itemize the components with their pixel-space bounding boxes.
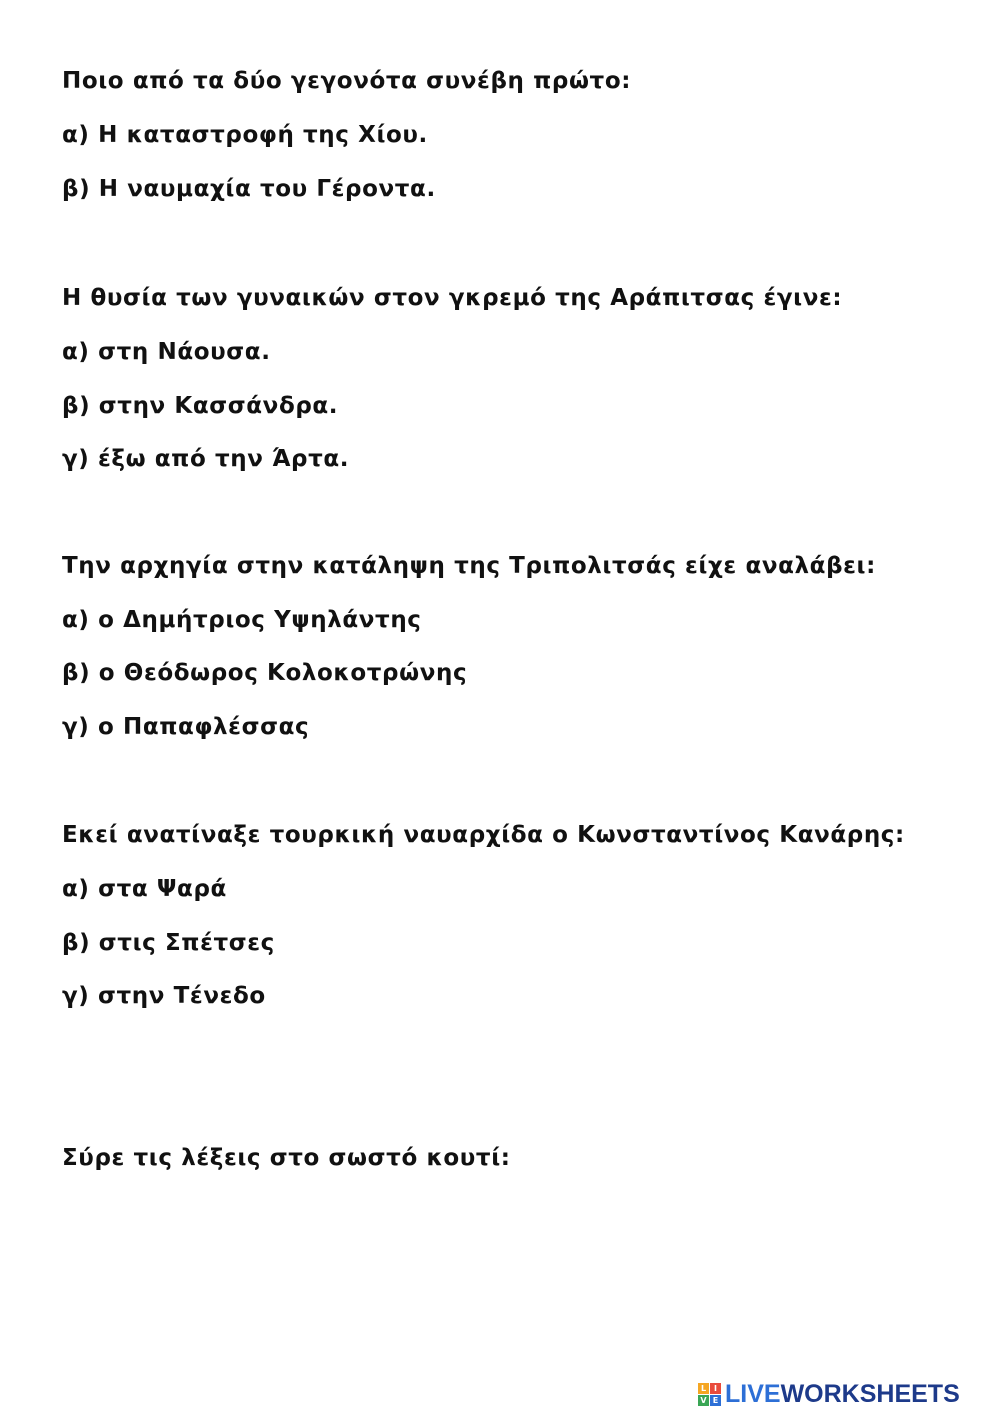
logo-block-v: V [698,1395,709,1406]
question-1-prompt: Ποιο από τα δύο γεγονότα συνέβη πρώτο: [62,68,632,94]
logo-block-i: I [710,1383,721,1394]
logo-block-e: E [710,1395,721,1406]
question-3-prompt: Την αρχηγία στην κατάληψη της Τριπολιτσάς είχε αναλάβει: [62,553,876,579]
question-4-option-c[interactable]: γ) στην Τένεδο [62,983,266,1009]
question-4-prompt: Εκεί ανατίναξε τουρκική ναυαρχίδα ο Κωνσταντίνος Κανάρης: [62,822,905,848]
question-1-option-b[interactable]: β) Η ναυμαχία του Γέροντα. [62,176,436,202]
brand-name [725,1379,960,1409]
question-2-option-a[interactable]: α) στη Νάουσα. [62,339,271,365]
question-2-option-b[interactable]: β) στην Κασσάνδρα. [62,393,339,419]
question-2-prompt: Η θυσία των γυναικών στον γκρεμό της Αράπιτσας έγινε: [62,285,843,311]
liveworksheets-brand [698,1378,960,1410]
question-2-option-c[interactable]: γ) έξω από την Άρτα. [62,446,350,472]
logo-block-l: L [698,1383,709,1394]
brand-name-worksheets: WORKSHEETS [780,1380,960,1408]
brand-name-live: LIVE [725,1380,781,1408]
drag-instruction: Σύρε τις λέξεις στο σωστό κουτί: [62,1145,511,1171]
question-4-option-a[interactable]: α) στα Ψαρά [62,876,227,902]
question-3-option-c[interactable]: γ) ο Παπαφλέσσας [62,714,310,740]
question-1-option-a[interactable]: α) Η καταστροφή της Χίου. [62,122,428,148]
question-4-option-b[interactable]: β) στις Σπέτσες [62,930,275,956]
liveworksheets-logo-icon [698,1383,721,1406]
question-3-option-b[interactable]: β) ο Θεόδωρος Κολοκοτρώνης [62,660,468,686]
question-3-option-a[interactable]: α) ο Δημήτριος Υψηλάντης [62,607,422,633]
